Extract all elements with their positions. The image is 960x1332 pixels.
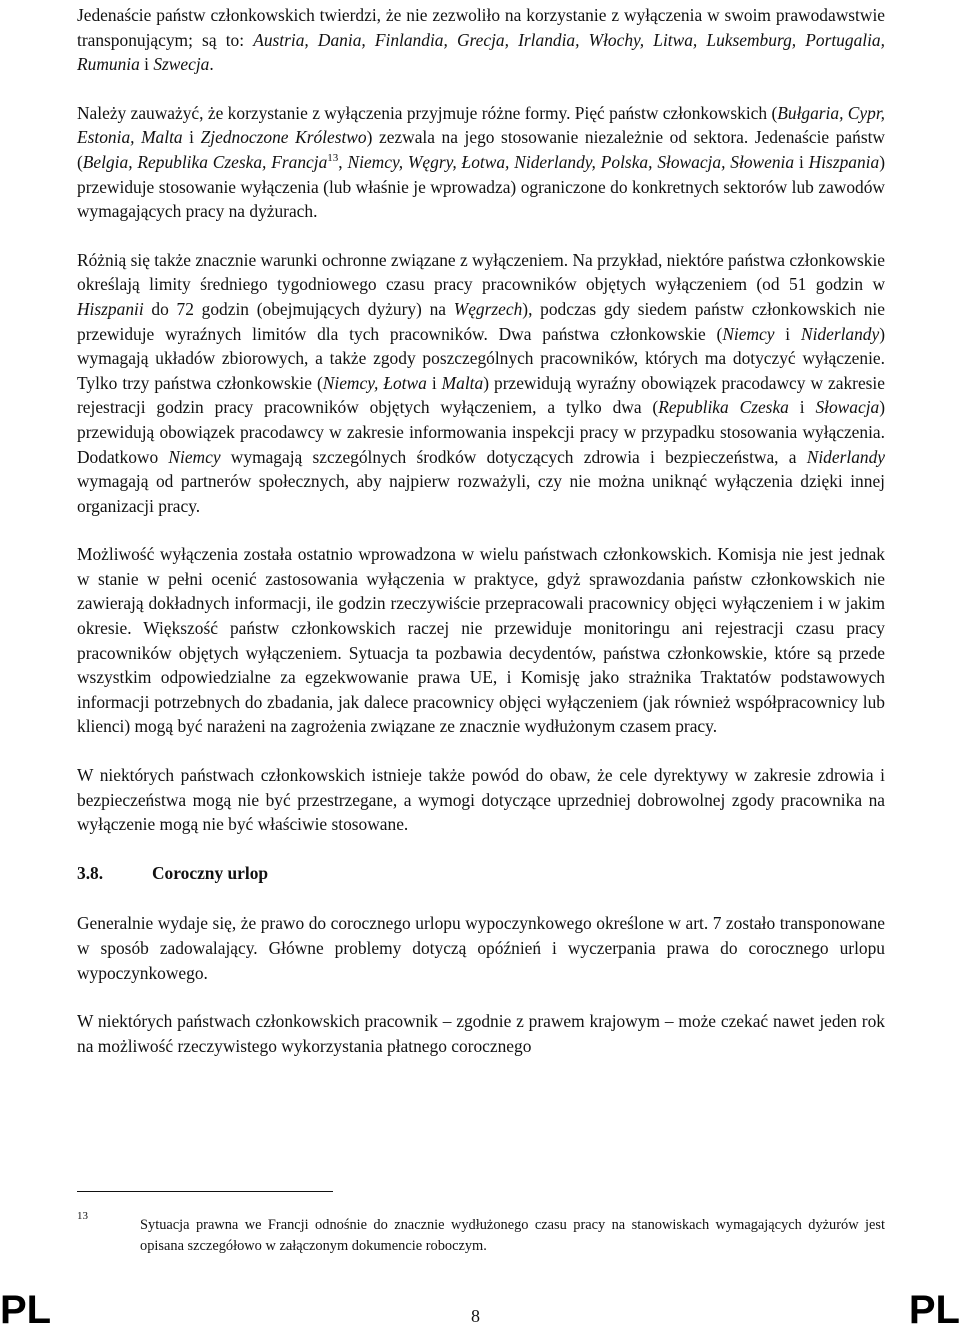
language-code-left: PL — [0, 1288, 52, 1332]
paragraph-annual-leave-delay: W niektórych państwach członkowskich pracownik – zgodnie z prawem krajowym – może czekać nawet jeden rok na możliwość rzeczywistego wykorzystania płatnego corocznego — [77, 1011, 885, 1056]
footnote-ref[interactable]: 13 — [327, 152, 339, 165]
footnote-separator — [77, 1191, 333, 1192]
page-number: 8 — [471, 1306, 480, 1326]
language-code-right: PL — [908, 1288, 960, 1332]
footnote-text: Sytuacja prawna we Francji odnośnie do znacznie wydłużonego czasu pracy na stanowiskach wymagających dyżurów jest opisana szczegółowo w załączonym dokumencie roboczym. — [140, 1217, 885, 1254]
document-body — [77, 0, 885, 1058]
paragraph-concerns: W niektórych państwach członkowskich istnieje także powód do obaw, że cele dyrektywy w zakresie zdrowia i bezpieczeństwa mogą nie być przestrzegane, a wymogi dotyczące uprzedniej dobrowolnej zgody pracownika na wyłączenie mogą nie być właściwie stosowane. — [77, 765, 885, 835]
paragraph-protective-conditions: Różnią się także znacznie warunki ochronne związane z wyłączeniem. Na przykład, niektóre państwa członkowskie określają limity średniego tygodniowego czasu pracy pracowników objętych wyłączeniem (od 51 godzin w Hiszpanii do 72 godzin (obejmujących dyżury) na Węgrzech), podczas gdy siedem państw członkowskich nie przewiduje wyraźnych limitów dla tych pracowników. Dwa państwa członkowskie (Niemcy i Niderlandy) wymagają układów zbiorowych, a także zgody poszczególnych pracowników, których ma dotyczyć wyłączenie. Tylko trzy państwa członkowskie (Niemcy, Łotwa i Malta) przewidują wyraźny obowiązek pracodawcy w zakresie rejestracji godzin pracy pracowników objętych wyłączeniem, a tylko dwa (Republika Czeska i Słowacja) przewidują obowiązek pracodawcy w zakresie informowania inspekcji pracy w przypadku stosowania wyłączenia. Dodatkowo Niemcy wymagają szczególnych środków dotyczących zdrowia i bezpieczeństwa, a Niderlandy wymagają od partnerów społecznych, aby najpierw rozważyli, czy nie można uniknąć wyłączenia dzięki innej organizacji pracy. — [77, 249, 886, 516]
paragraph-forms-of-opt-out: Należy zauważyć, że korzystanie z wyłączenia przyjmuje różne formy. Pięć państw członkowskich (Bułgaria, Cypr, Estonia, Malta i Zjednoczone Królestwo) zezwala na jego stosowanie niezależnie od sektora. Jedenaście państw (Belgia, Republika Czeska, Francja$^{13}$, Niemcy, Węgry, Łotwa, Niderlandy, Polska, Słowacja, Słowenia i Hiszpania) przewiduje stosowanie wyłączenia (lub właśnie je wprowadza) ograniczone do konkretnych sektorów lub zawodów wymagających pracy na dyżurach. — [77, 102, 886, 222]
paragraph-assessment: Możliwość wyłączenia została ostatnio wprowadzona w wielu państwach członkowskich. Komisja nie jest jednak w stanie w pełni ocenić zastosowania wyłączenia w praktyce, gdyż sprawozdania państw członkowskich nie zawierają dokładnych informacji, ile godzin rzeczywiście przepracowali pracownicy objęci wyłączeniem i w jakim okresie. Większość państw członkowskich raczej nie przewiduje monitoringu ani rejestracji czasu pracy pracowników objętych wyłączeniem. Sytuacja ta pozbawia decydentów, państwa członkowskie, które są przede wszystkim odpowiedzialne za egzekwowanie prawa UE, i Komisję jako strażnika Traktatów podstawowych informacji potrzebnych do zbadania, jak dalece pracownicy objęci wyłączeniem (jak również współpracownicy lub klienci) mogą być narażeni na zagrożenia związane ze znacznie wydłużonym czasem pracy. — [77, 544, 885, 737]
paragraph-opt-out-countries: Jedenaście państw członkowskich twierdzi, że nie zezwoliło na korzystanie z wyłączenia w swoim prawodawstwie transponującym; są to: Austria, Dania, Finlandia, Grecja, Irlandia, Włochy, Litwa, Luksemburg, Portugalia, Rumunia i Szwecja. — [77, 5, 885, 75]
footnote-number: 13 — [77, 1210, 88, 1222]
section-number: 3.8. — [77, 862, 104, 883]
section-title: Coroczny urlop — [152, 862, 269, 883]
paragraph-annual-leave: Generalnie wydaje się, że prawo do corocznego urlopu wypoczynkowego określone w art. 7 zostało transponowane w sposób zadowalający. Główne problemy dotyczą opóźnień i wyczerpania prawa do corocznego urlopu wypoczynkowego. — [77, 913, 885, 983]
section-heading — [77, 861, 885, 886]
